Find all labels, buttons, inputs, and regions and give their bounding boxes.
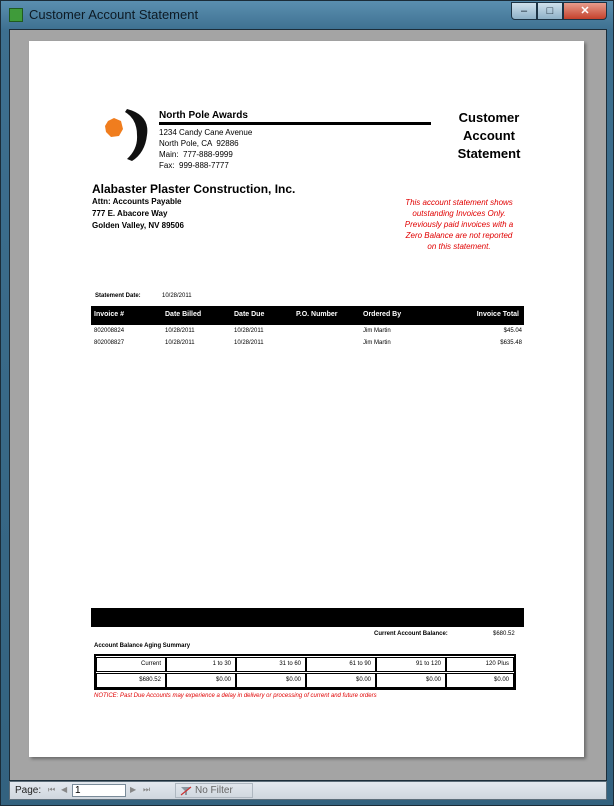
aging-header: 31 to 60 bbox=[236, 657, 306, 672]
current-balance-value: $680.52 bbox=[493, 631, 515, 637]
aging-value: $0.00 bbox=[306, 673, 376, 688]
last-page-icon[interactable]: ⏭ bbox=[143, 785, 151, 794]
aging-header: 61 to 90 bbox=[306, 657, 376, 672]
company-address-line: 1234 Candy Cane Avenue bbox=[159, 128, 253, 137]
aging-header: 1 to 30 bbox=[166, 657, 236, 672]
column-header: Ordered By bbox=[363, 311, 402, 318]
company-address-line: North Pole, CA 92886 bbox=[159, 139, 239, 148]
record-navigation-bar bbox=[9, 781, 607, 800]
logo-orange-mark bbox=[105, 118, 123, 137]
past-due-notice: NOTICE: Past Due Accounts may experience a delay in delivery or processing of current and future orders bbox=[94, 693, 377, 699]
statement-date-label: Statement Date: bbox=[95, 293, 141, 299]
column-header: Date Due bbox=[234, 311, 265, 318]
aging-header: 91 to 120 bbox=[376, 657, 446, 672]
ordered-by: Jim Martin bbox=[363, 340, 391, 346]
company-phone: Main: 777-888-9999 bbox=[159, 150, 233, 159]
company-fax: Fax: 999-888-7777 bbox=[159, 161, 229, 170]
column-header: Invoice # bbox=[94, 311, 124, 318]
title-bar[interactable] bbox=[1, 1, 613, 29]
statement-date-value: 10/28/2011 bbox=[162, 293, 192, 299]
column-header: P.O. Number bbox=[296, 311, 338, 318]
aging-value: $680.52 bbox=[96, 673, 166, 688]
customer-name: Alabaster Plaster Construction, Inc. bbox=[92, 182, 296, 196]
filter-label: No Filter bbox=[195, 785, 233, 796]
close-button[interactable]: ✕ bbox=[563, 2, 607, 20]
access-app-icon bbox=[9, 8, 23, 22]
company-name: North Pole Awards bbox=[159, 110, 248, 121]
statement-notice: This account statement shows outstanding Invoices Only. Previously paid invoices with a Zero Balance are not reported on this statement. bbox=[404, 198, 514, 251]
customer-street: 777 E. Abacore Way bbox=[92, 209, 168, 218]
company-logo-icon bbox=[97, 103, 152, 165]
aging-summary-title: Account Balance Aging Summary bbox=[94, 643, 191, 649]
report-page bbox=[29, 41, 584, 757]
report-preview-area[interactable] bbox=[9, 29, 607, 781]
maximize-button[interactable]: □ bbox=[537, 2, 563, 20]
window-title: Customer Account Statement bbox=[29, 7, 199, 22]
current-balance-label: Current Account Balance: bbox=[374, 631, 448, 637]
filter-icon bbox=[180, 786, 192, 796]
date-due: 10/28/2011 bbox=[234, 328, 264, 334]
aging-header: Current bbox=[96, 657, 166, 672]
aging-value: $0.00 bbox=[236, 673, 306, 688]
first-page-icon[interactable]: ⏮ bbox=[48, 785, 56, 794]
column-header: Date Billed bbox=[165, 311, 202, 318]
page-number-input[interactable] bbox=[72, 784, 126, 797]
document-title: Customer Account Statement bbox=[457, 110, 521, 161]
date-billed: 10/28/2011 bbox=[165, 340, 195, 346]
invoice-number: 802008827 bbox=[94, 340, 125, 346]
date-due: 10/28/2011 bbox=[234, 340, 264, 346]
invoice-total: $45.04 bbox=[503, 328, 522, 334]
customer-city: Golden Valley, NV 89506 bbox=[92, 221, 184, 230]
aging-value: $0.00 bbox=[446, 673, 514, 688]
aging-value: $0.00 bbox=[376, 673, 446, 688]
filter-indicator[interactable] bbox=[175, 783, 253, 798]
invoice-table-header bbox=[91, 306, 524, 325]
customer-attn: Attn: Accounts Payable bbox=[92, 197, 182, 206]
invoice-total: $635.48 bbox=[500, 340, 522, 346]
aging-summary-table bbox=[94, 654, 516, 690]
header-rule bbox=[159, 122, 431, 125]
page-label: Page: bbox=[15, 785, 42, 796]
next-page-icon[interactable]: ▶ bbox=[130, 785, 137, 794]
previous-page-icon[interactable]: ◀ bbox=[61, 785, 68, 794]
column-header: Invoice Total bbox=[476, 311, 519, 318]
minimize-button[interactable]: – bbox=[511, 2, 537, 20]
table-footer-bar bbox=[91, 608, 524, 627]
date-billed: 10/28/2011 bbox=[165, 328, 195, 334]
ordered-by: Jim Martin bbox=[363, 328, 391, 334]
aging-value: $0.00 bbox=[166, 673, 236, 688]
logo-black-arc bbox=[125, 109, 147, 161]
invoice-number: 802008824 bbox=[94, 328, 125, 334]
aging-header: 120 Plus bbox=[446, 657, 514, 672]
